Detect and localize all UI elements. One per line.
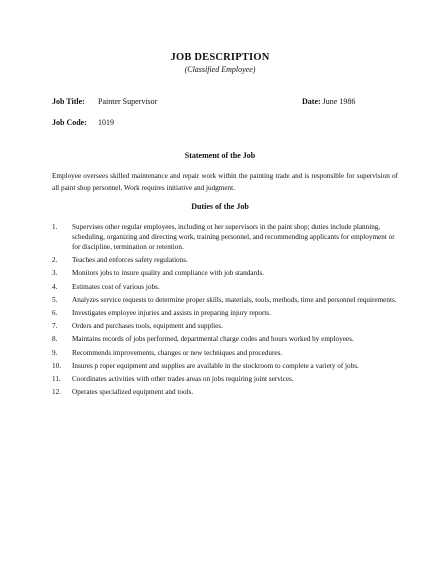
list-item: 4. Estimates cost of various jobs. bbox=[52, 282, 160, 291]
job-code-value: 1019 bbox=[98, 118, 114, 127]
list-item: 11. Coordinates activities with other trades areas on jobs requiring joint services. bbox=[52, 374, 294, 383]
job-title-label: Job Title: bbox=[52, 97, 85, 106]
list-item: 7. Orders and purchases tools, equipment and supplies. bbox=[52, 322, 223, 331]
list-item: 10. Insures p roper equipment and supplies are available in the stockroom to complete a variety of jobs. bbox=[52, 361, 359, 370]
list-item: 12. Operates specialized equipment and tools. bbox=[52, 388, 194, 397]
list-item: 5. Analyzes service requests to determine proper skills, materials, tools, methods, time and personnel requirements. bbox=[52, 295, 397, 304]
list-item: 3. Monitors jobs to insure quality and compliance with job standards. bbox=[52, 269, 265, 278]
statement-heading: Statement of the Job bbox=[184, 151, 256, 160]
list-item: 8. Maintains records of jobs performed, departmental charge codes and hours worked by employees. bbox=[52, 335, 354, 344]
document-title: JOB DESCRIPTION bbox=[170, 52, 270, 63]
list-item: 6. Investigates employee injuries and assists in preparing injury reports. bbox=[52, 308, 272, 317]
statement-text: Employee oversees skilled maintenance and repair work within the painting trade and is responsible for supervision of all paint shop personnel. Work requires initiative and judgment. bbox=[52, 172, 398, 192]
duties-list bbox=[52, 222, 402, 400]
date-value: June 1986 bbox=[322, 97, 356, 106]
date-label: Date: bbox=[302, 97, 321, 106]
list-item: 2. Teaches and enforces safety regulations. bbox=[52, 256, 188, 265]
job-title-value: Painter Supervisor bbox=[98, 97, 158, 106]
duties-heading: Duties of the Job bbox=[191, 202, 249, 211]
list-item: 9. Recommends improvements, changes or new techniques and procedures. bbox=[52, 348, 283, 357]
job-code-label: Job Code: bbox=[52, 118, 87, 127]
document-subtitle: (Classified Employee) bbox=[184, 65, 256, 74]
date-field bbox=[302, 97, 355, 106]
list-item: 1. Supervises other regular employees, including ot her supervisors in the paint shop; duties include planning, scheduling, organizing and directing work, training personnel, and recommending applicants for employment or for discipline, termination or retention. bbox=[52, 223, 395, 251]
